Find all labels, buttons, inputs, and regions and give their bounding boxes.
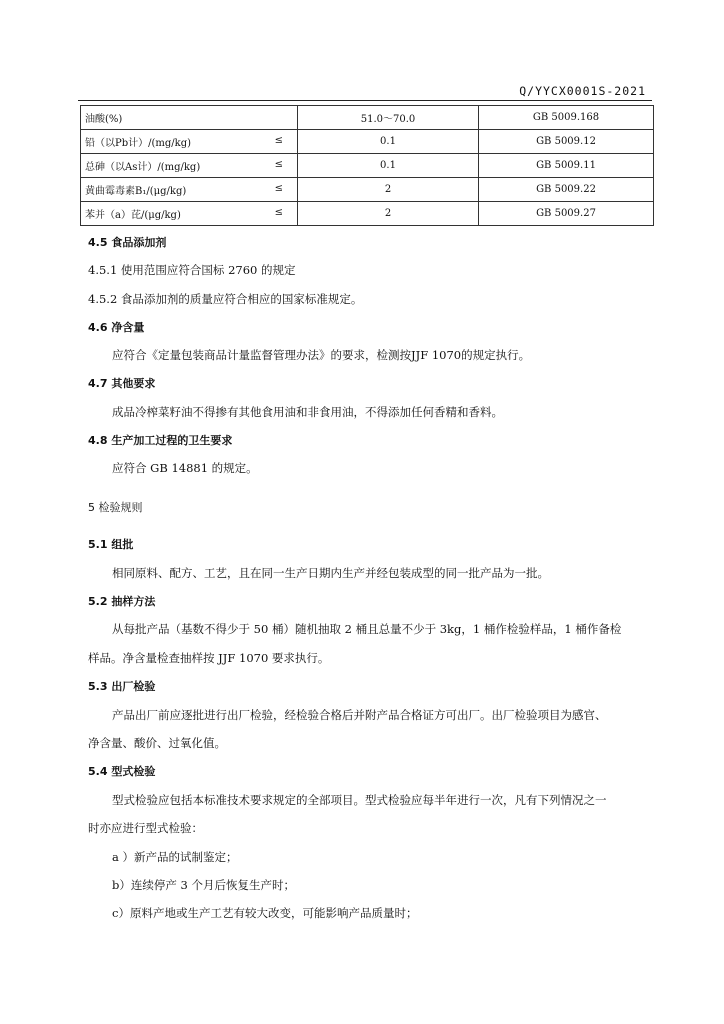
limit-symbol: ≤ — [274, 135, 283, 146]
section-heading-4-5: 4.5 食品添加剂 — [88, 236, 167, 249]
section-heading-5: 5 检验规则 — [88, 501, 143, 514]
test-standard: GB 5009.22 — [479, 178, 654, 202]
test-standard: GB 5009.168 — [479, 106, 654, 130]
header-rule — [78, 100, 652, 101]
section-heading-4-6: 4.6 净含量 — [88, 321, 145, 334]
paragraph-5-4-line-1: 型式检验应包括本标准技术要求规定的全部项目。型式检验应每半年进行一次，凡有下列情况之一 — [112, 793, 607, 807]
section-heading-4-8: 4.8 生产加工过程的卫生要求 — [88, 434, 233, 447]
paragraph-4-8: 应符合 GB 14881 的规定。 — [112, 461, 258, 475]
test-standard: GB 5009.27 — [479, 202, 654, 226]
section-heading-5-4: 5.4 型式检验 — [88, 765, 156, 778]
limit-value: 0.1 — [298, 130, 479, 154]
limit-value: 2 — [298, 178, 479, 202]
paragraph-5-3-line-1: 产品出厂前应逐批进行出厂检验，经检验合格后并附产品合格证方可出厂。出厂检验项目为感官、 — [112, 708, 607, 722]
table-row — [81, 202, 654, 226]
item-name: 苯并（a）芘/(μg/kg) — [85, 210, 181, 221]
paragraph-5-2-line-1: 从每批产品（基数不得少于 50 桶）随机抽取 2 桶且总量不少于 3kg，1 桶作检验样品，1 桶作备检 — [112, 622, 622, 636]
limit-symbol: ≤ — [274, 207, 283, 218]
list-item-c: c）原料产地或生产工艺有较大改变，可能影响产品质量时； — [112, 906, 418, 920]
limit-value: 2 — [298, 202, 479, 226]
test-standard: GB 5009.12 — [479, 130, 654, 154]
table-row — [81, 154, 654, 178]
item-name: 铅（以Pb计）/(mg/kg) — [85, 138, 192, 149]
paragraph-5-1: 相同原料、配方、工艺，且在同一生产日期内生产并经包装成型的同一批产品为一批。 — [112, 566, 549, 580]
section-heading-4-7: 4.7 其他要求 — [88, 377, 156, 390]
limit-value: 0.1 — [298, 154, 479, 178]
list-item-b: b）连续停产 3 个月后恢复生产时； — [112, 878, 295, 892]
section-heading-5-2: 5.2 抽样方法 — [88, 595, 156, 608]
document-code: Q/YYCX0001S-2021 — [519, 84, 646, 98]
section-heading-5-3: 5.3 出厂检验 — [88, 680, 156, 693]
test-standard: GB 5009.11 — [479, 154, 654, 178]
clause-4-5-2: 4.5.2 食品添加剂的质量应符合相应的国家标准规定。 — [88, 292, 363, 306]
item-name: 油酸(%) — [85, 114, 123, 125]
paragraph-5-3-line-2: 净含量、酸价、过氧化值。 — [88, 736, 226, 750]
table-row — [81, 178, 654, 202]
paragraph-4-7: 成品冷榨菜籽油不得掺有其他食用油和非食用油，不得添加任何香精和香料。 — [112, 405, 503, 419]
table-row — [81, 130, 654, 154]
item-name: 总砷（以As计）/(mg/kg) — [85, 162, 201, 173]
paragraph-4-6: 应符合《定量包装商品计量监督管理办法》的要求，检测按JJF 1070的规定执行。 — [112, 348, 531, 362]
item-name: 黄曲霉毒素B₁/(μg/kg) — [85, 186, 187, 197]
paragraph-5-2-line-2: 样品。净含量检查抽样按 JJF 1070 要求执行。 — [88, 651, 330, 665]
limit-value: 51.0～70.0 — [298, 106, 479, 130]
list-item-a: a ）新产品的试制鉴定； — [112, 850, 238, 864]
limit-symbol: ≤ — [274, 183, 283, 194]
section-heading-5-1: 5.1 组批 — [88, 538, 134, 551]
paragraph-5-4-line-2: 时亦应进行型式检验： — [88, 821, 203, 835]
limit-symbol: ≤ — [274, 159, 283, 170]
table-row — [81, 106, 654, 130]
spec-table — [80, 105, 654, 226]
clause-4-5-1: 4.5.1 使用范围应符合国标 2760 的规定 — [88, 263, 296, 277]
